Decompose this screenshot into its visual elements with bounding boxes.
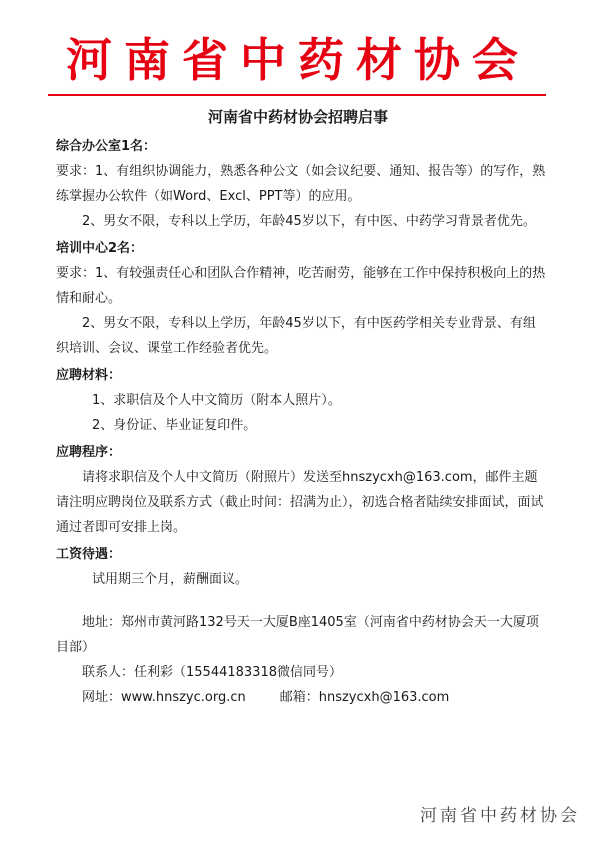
header-org-title: 河南省中药材协会	[66, 33, 530, 87]
section-heading: 综合办公室1名：	[56, 139, 157, 154]
header-divider	[48, 94, 546, 96]
contact-person: 联系人：任利彩（15544183318微信同号）	[82, 665, 342, 680]
spacer	[56, 592, 546, 610]
contact-email: 邮箱：hnszycxh@163.com	[279, 690, 450, 705]
section-procedure	[56, 440, 546, 540]
procedure-text: 请将求职信及个人中文简历（附照片）发送至hnszycxh@163.com，邮件主题请注明应聘岗位及联系方式（截止时间：招满为止），初选合格者陆续安排面试，面试通过者即可安排上岗。	[56, 470, 544, 535]
contact-block	[56, 610, 546, 710]
section-salary	[56, 542, 546, 592]
section-heading: 应聘程序：	[56, 445, 122, 460]
document-title: 河南省中药材协会招聘启事	[207, 108, 388, 126]
footer-org-name: 河南省中药材协会	[420, 806, 580, 826]
requirement-line: 2、男女不限，专科以上学历，年龄45岁以下，有中医、中药学习背景者优先。	[82, 214, 536, 229]
requirement-line: 2、男女不限，专科以上学历，年龄45岁以下，有中医药学相关专业背景、有组织培训、会议、课堂工作经验者优先。	[56, 316, 536, 356]
section-materials	[56, 363, 546, 438]
material-item: 2、身份证、毕业证复印件。	[92, 418, 257, 433]
document-body	[56, 132, 546, 710]
section-heading: 应聘材料：	[56, 368, 122, 383]
requirement-line: 要求：1、有组织协调能力，熟悉各种公文（如会议纪要、通知、报告等）的写作，熟练掌握办公软件（如Word、Excl、PPT等）的应用。	[56, 164, 546, 204]
contact-website: 网址：www.hnszyc.org.cn	[82, 690, 246, 705]
section-heading: 工资待遇：	[56, 547, 122, 562]
section-office	[56, 134, 546, 234]
section-heading: 培训中心2名：	[56, 241, 144, 256]
material-item: 1、求职信及个人中文简历（附本人照片）。	[92, 393, 341, 408]
section-training	[56, 236, 546, 361]
requirement-line: 要求：1、有较强责任心和团队合作精神，吃苦耐劳，能够在工作中保持积极向上的热情和耐心。	[56, 266, 546, 306]
contact-address: 地址：郑州市黄河路132号天一大厦B座1405室（河南省中药材协会天一大厦项目部）	[56, 615, 539, 655]
salary-text: 试用期三个月，薪酬面议。	[92, 572, 249, 587]
contact-web-email	[56, 685, 546, 710]
